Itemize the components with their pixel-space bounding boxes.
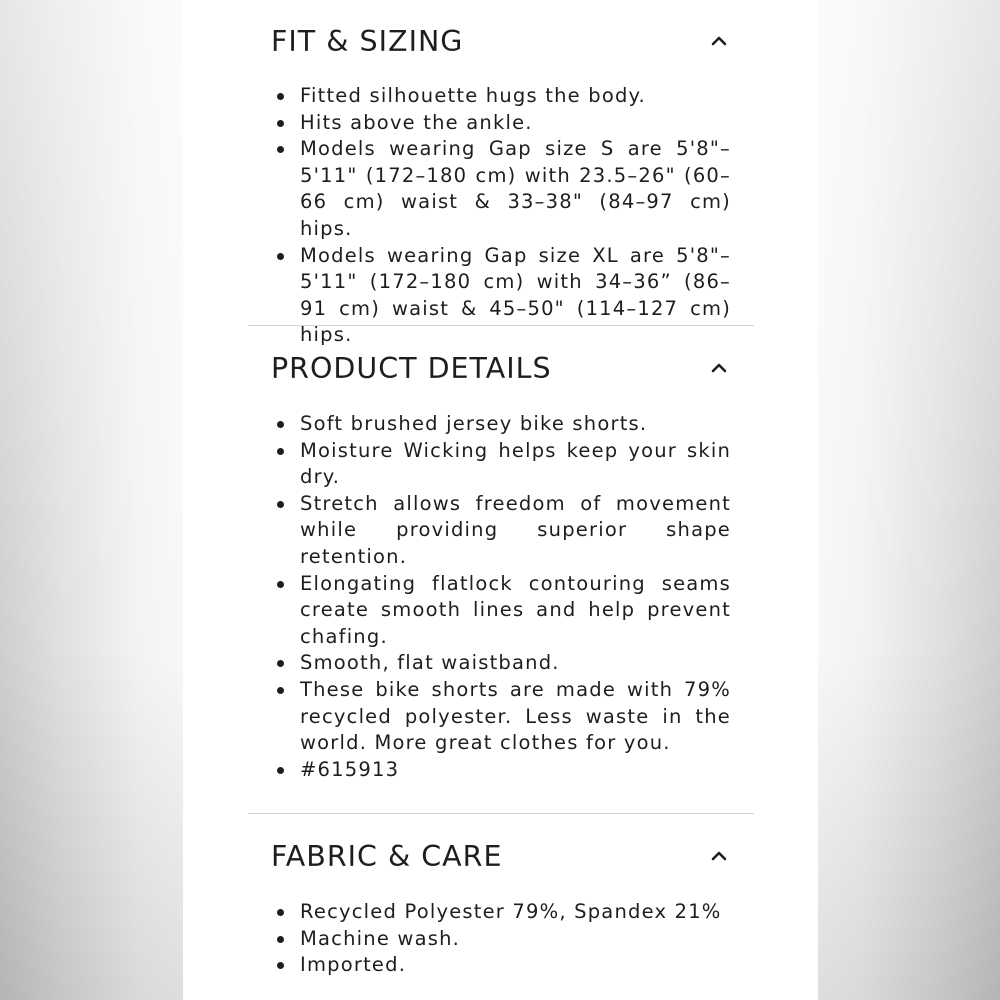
chevron-up-icon[interactable]	[708, 357, 730, 379]
list-item: Smooth, flat waistband.	[273, 650, 731, 677]
list-item: Elongating flatlock contouring seams create smooth lines and help prevent chafing.	[273, 571, 731, 651]
right-background	[817, 0, 1000, 1000]
list-item: #615913	[273, 757, 731, 784]
section-divider	[248, 813, 754, 814]
fabric-care-section	[248, 837, 754, 977]
product-details-header[interactable]	[248, 349, 754, 389]
chevron-up-icon[interactable]	[708, 845, 730, 867]
list-item: Stretch allows freedom of movement while providing superior shape retention.	[273, 491, 731, 571]
list-item: Soft brushed jersey bike shorts.	[273, 411, 731, 438]
fabric-care-list	[273, 899, 731, 979]
list-item: These bike shorts are made with 79% recycled polyester. Less waste in the world. More great clothes for you.	[273, 677, 731, 757]
fit-sizing-list	[273, 83, 731, 349]
fabric-care-header[interactable]	[248, 837, 754, 877]
fit-sizing-title: FIT & SIZING	[271, 25, 464, 58]
list-item: Imported.	[273, 952, 731, 979]
product-info-panel	[183, 0, 818, 1000]
fabric-care-title: FABRIC & CARE	[271, 840, 503, 873]
list-item: Hits above the ankle.	[273, 110, 731, 137]
fit-sizing-section	[248, 22, 754, 347]
fit-sizing-header[interactable]	[248, 22, 754, 62]
product-details-title: PRODUCT DETAILS	[271, 352, 552, 385]
list-item: Models wearing Gap size XL are 5'8"–5'11" (172–180 cm) with 34–36” (86–91 cm) waist & 45–50" (114–127 cm) hips.	[273, 243, 731, 349]
list-item: Models wearing Gap size S are 5'8"–5'11" (172–180 cm) with 23.5–26" (60–66 cm) waist & 33–38" (84–97 cm) hips.	[273, 136, 731, 242]
product-details-list	[273, 411, 731, 783]
chevron-up-icon[interactable]	[708, 30, 730, 52]
section-divider	[248, 325, 754, 326]
product-details-section	[248, 349, 754, 781]
list-item: Machine wash.	[273, 926, 731, 953]
list-item: Moisture Wicking helps keep your skin dry.	[273, 438, 731, 491]
left-background	[0, 0, 183, 1000]
list-item: Recycled Polyester 79%, Spandex 21%	[273, 899, 731, 926]
list-item: Fitted silhouette hugs the body.	[273, 83, 731, 110]
